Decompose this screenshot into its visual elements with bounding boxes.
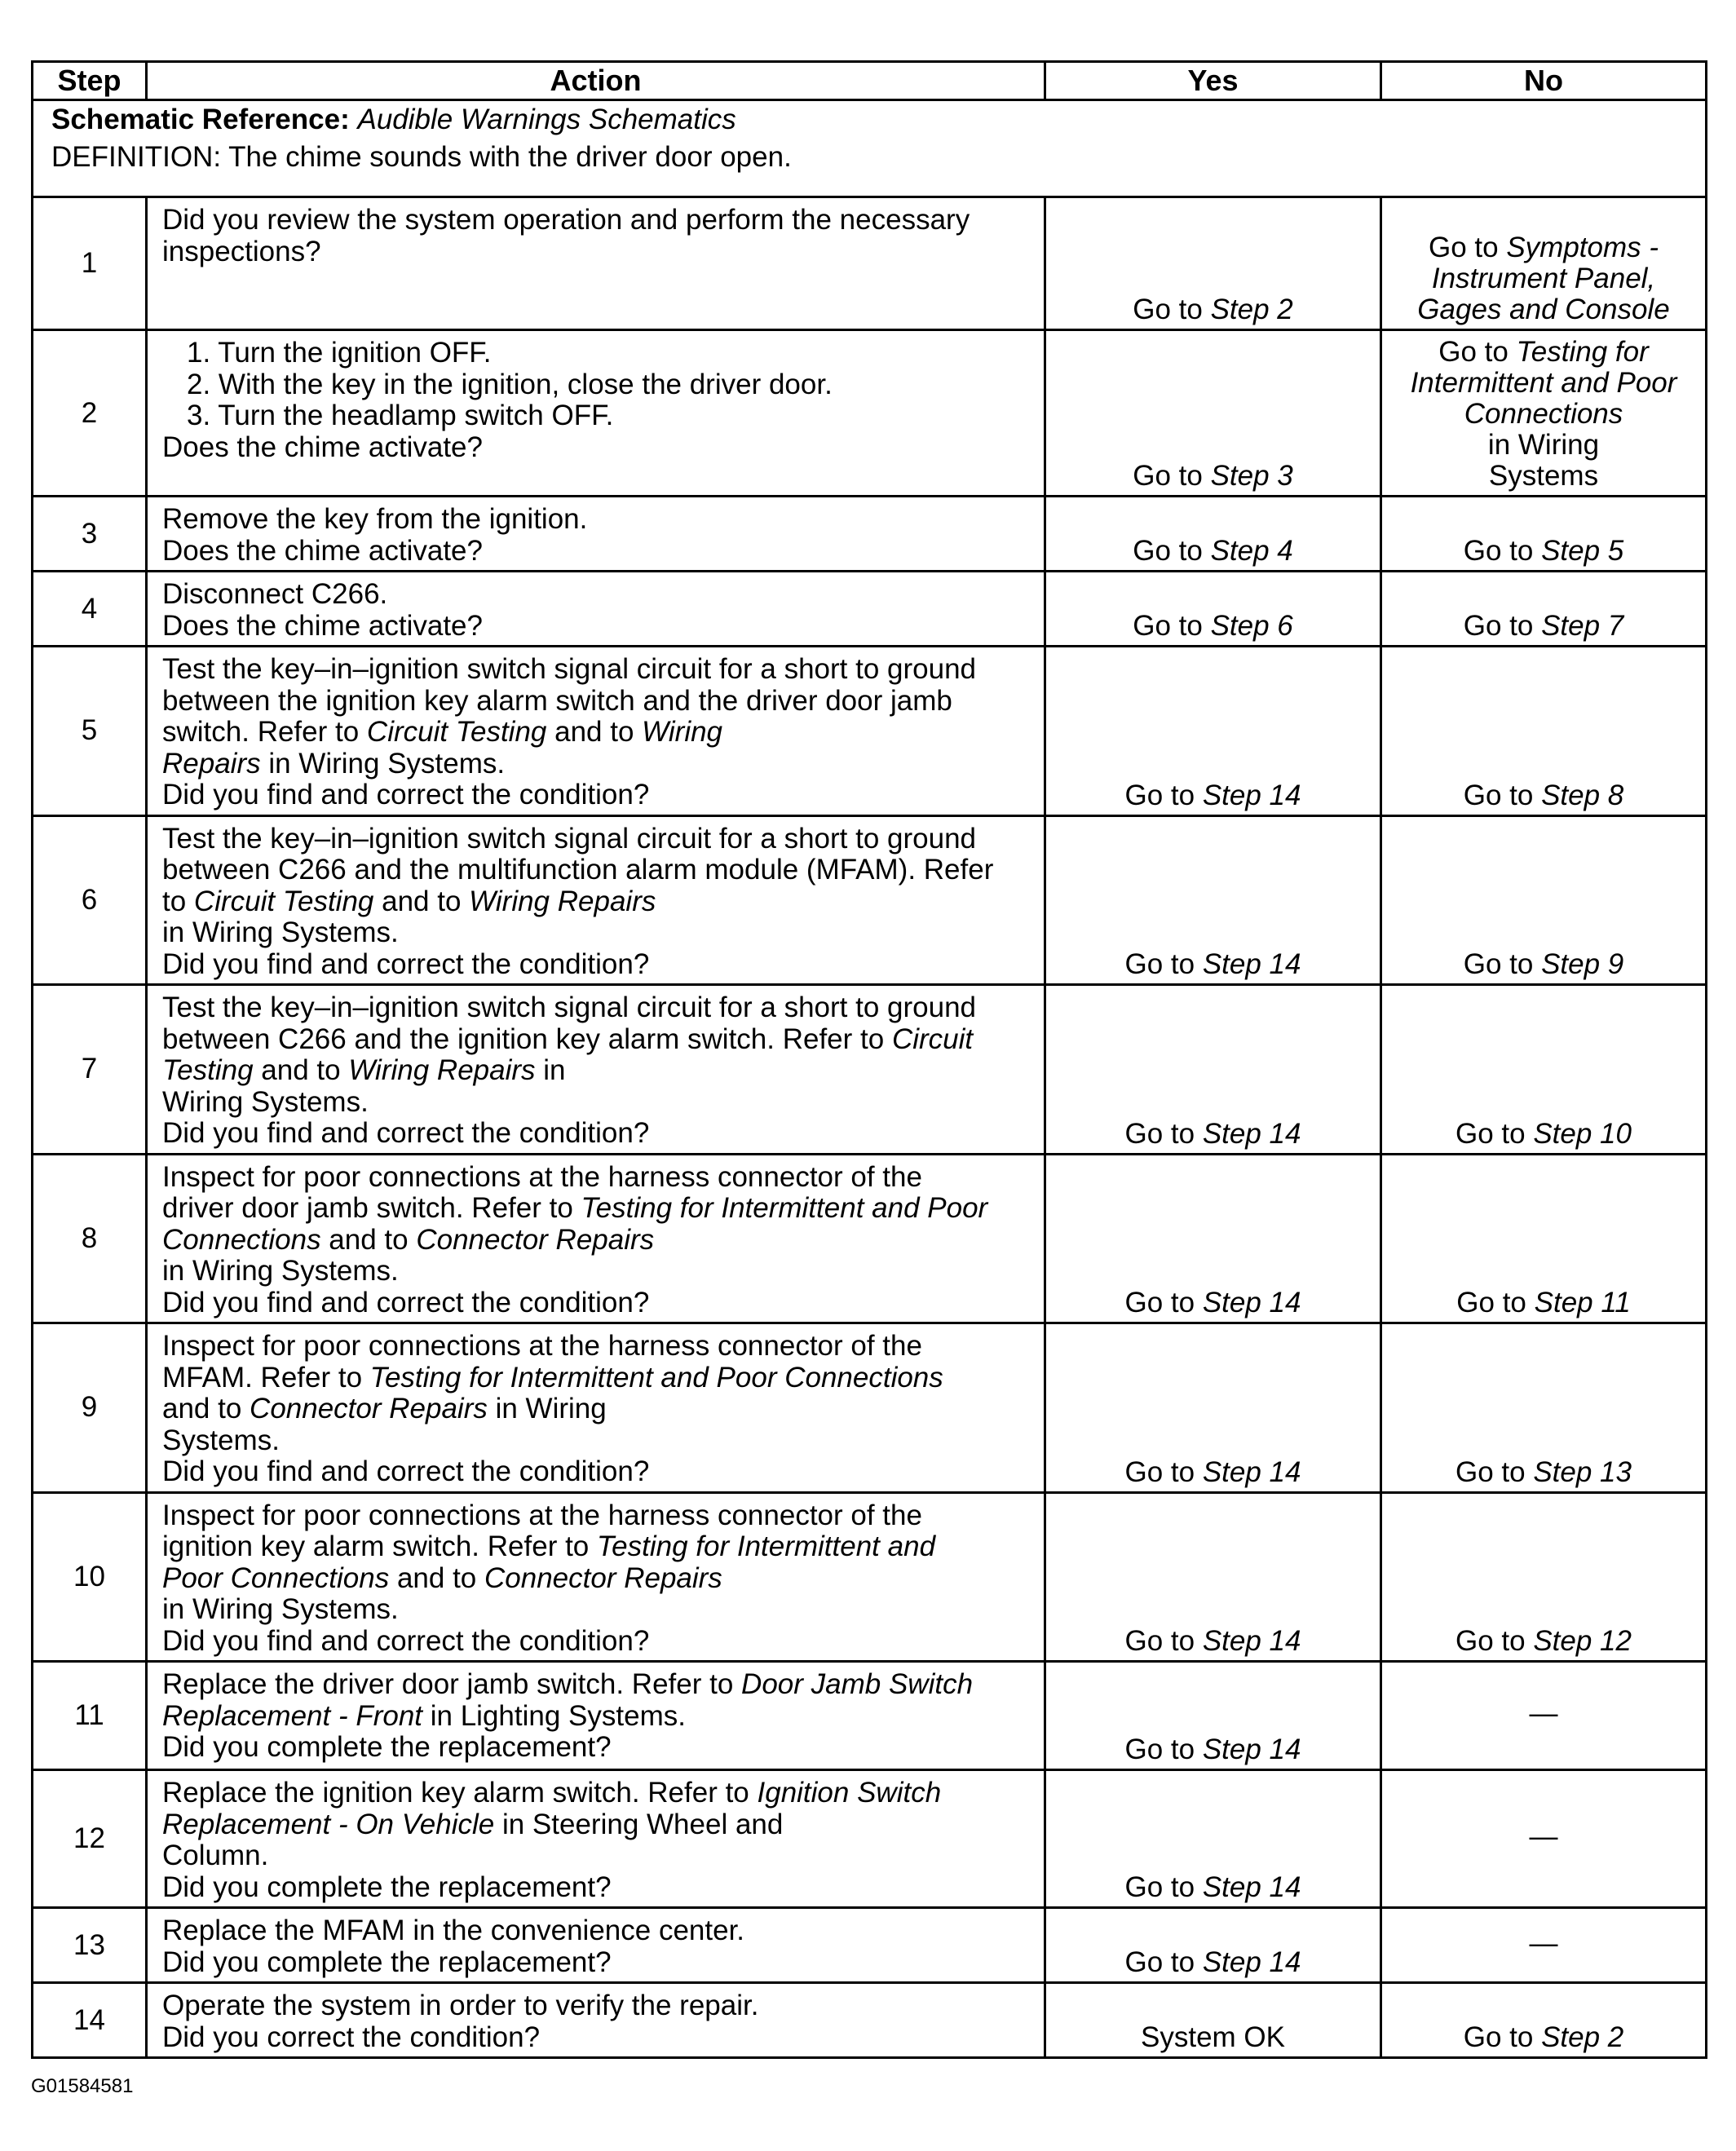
action-line: [162, 1732, 1034, 1764]
no-line: [1382, 399, 1705, 430]
step-no: —: [1381, 1908, 1707, 1983]
italic-reference: Instrument Panel,: [1431, 263, 1656, 294]
header-no: No: [1381, 62, 1707, 100]
step-yes: [1045, 197, 1381, 330]
step-no: [1381, 647, 1707, 816]
schematic-reference-value: Audible Warnings Schematics: [357, 104, 736, 135]
text-run: inspections?: [162, 235, 321, 267]
step-action: [147, 815, 1045, 985]
reference-cell: [33, 100, 1707, 197]
text-run: Go to: [1456, 1117, 1534, 1150]
action-line: [162, 579, 1034, 611]
definition: DEFINITION: The chime sounds with the driver door open.: [51, 141, 792, 173]
italic-reference: Testing for Intermittent and Poor Connections: [369, 1361, 943, 1394]
italic-reference: Connector Repairs: [416, 1223, 655, 1256]
step-action: [147, 985, 1045, 1155]
action-line: [162, 1118, 1034, 1150]
text-run: Go to: [1463, 948, 1542, 980]
text-run: Inspect for poor connections at the harness connector of the: [162, 1160, 922, 1193]
action-line: [162, 886, 1034, 918]
italic-reference: Step 11: [1534, 1287, 1631, 1318]
italic-reference: Step 10: [1533, 1117, 1632, 1150]
italic-reference: Circuit: [891, 1022, 974, 1055]
action-line: [162, 1055, 1034, 1087]
italic-reference: Ignition Switch: [757, 1777, 942, 1809]
step-action: [147, 497, 1045, 572]
step-row-2: [33, 330, 1707, 497]
step-no: [1381, 197, 1707, 330]
figure-id: G01584581: [31, 2075, 134, 2097]
step-yes: [1045, 1983, 1381, 2058]
no-line: [1382, 2022, 1705, 2053]
step-row-6: [33, 815, 1707, 985]
text-run: Did you find and correct the condition?: [162, 779, 650, 810]
header-step: Step: [33, 62, 147, 100]
text-run: in Wiring: [487, 1393, 607, 1424]
step-no: —: [1381, 1770, 1707, 1908]
italic-reference: Intermittent and Poor: [1410, 367, 1677, 399]
action-line: [162, 205, 1034, 236]
no-line: [1382, 461, 1705, 492]
italic-reference: Circuit Testing: [193, 885, 374, 917]
text-run: Did you complete the replacement?: [162, 1731, 612, 1763]
header-yes: Yes: [1045, 62, 1381, 100]
header-action: Action: [147, 62, 1045, 100]
step-yes: [1045, 1323, 1381, 1493]
italic-reference: Step 6: [1210, 610, 1293, 642]
step-no: —: [1381, 1662, 1707, 1770]
text-run: Wiring Systems.: [162, 1085, 369, 1118]
step-number: 11: [33, 1662, 147, 1770]
action-line: [162, 1363, 1034, 1394]
text-run: Go to: [1124, 1625, 1203, 1657]
text-run: Remove the key from the ignition.: [162, 503, 588, 535]
action-line: [162, 1701, 1034, 1733]
text-run: Test the key–in–ignition switch signal circuit for a short to ground: [162, 992, 977, 1023]
no-line: [1382, 430, 1705, 461]
text-run: Go to: [1463, 610, 1542, 642]
text-run: Inspect for poor connections at the harness connector of the: [162, 1330, 922, 1362]
action-list-item: 1. Turn the ignition OFF.: [187, 337, 492, 369]
step-number: 5: [33, 647, 147, 816]
text-run: Replace the MFAM in the convenience center.: [162, 1915, 745, 1946]
action-line: [162, 1626, 1034, 1658]
text-run: Go to: [1133, 460, 1211, 492]
italic-reference: Step 9: [1541, 948, 1624, 980]
step-yes: [1045, 497, 1381, 572]
step-action: [147, 1908, 1045, 1983]
no-line: [1382, 949, 1705, 980]
text-run: Did you correct the condition?: [162, 2021, 541, 2053]
step-row-4: [33, 572, 1707, 647]
action-line: [162, 1840, 1034, 1872]
text-run: ignition key alarm switch. Refer to: [162, 1530, 597, 1562]
text-run: Go to: [1124, 1734, 1203, 1765]
italic-reference: Wiring Repairs: [469, 885, 656, 917]
no-line: [1382, 368, 1705, 399]
no-line: [1382, 536, 1705, 567]
action-line: [162, 2022, 1034, 2054]
step-yes: [1045, 330, 1381, 497]
italic-reference: Step 14: [1202, 1455, 1301, 1488]
text-run: Go to: [1124, 1946, 1203, 1978]
no-line: [1382, 263, 1705, 294]
text-run: Go to: [1133, 294, 1211, 325]
step-no: [1381, 1983, 1707, 2058]
action-line: [162, 1288, 1034, 1319]
text-run: Go to: [1124, 779, 1203, 811]
action-line: [162, 1193, 1034, 1225]
text-run: Test the key–in–ignition switch signal circuit for a short to ground: [162, 822, 977, 855]
text-run: Go to: [1428, 232, 1507, 263]
italic-reference: Replacement - On Vehicle: [162, 1808, 495, 1840]
step-action: [147, 1154, 1045, 1323]
italic-reference: Step 12: [1533, 1625, 1632, 1657]
italic-reference: Repairs: [162, 747, 261, 780]
step-number: 6: [33, 815, 147, 985]
italic-reference: Step 8: [1541, 779, 1624, 811]
action-line: [162, 654, 1034, 686]
diagnostic-table: [31, 60, 1707, 2059]
text-run: Test the key–in–ignition switch signal circuit for a short to ground: [162, 653, 977, 685]
text-run: MFAM. Refer to: [162, 1361, 370, 1394]
italic-reference: Step 13: [1533, 1455, 1632, 1488]
italic-reference: Step 14: [1202, 779, 1301, 811]
italic-reference: Step 14: [1202, 1287, 1301, 1318]
italic-reference: Circuit Testing: [366, 716, 547, 748]
step-no: [1381, 1154, 1707, 1323]
step-action: [147, 330, 1045, 497]
text-run: System OK: [1141, 2021, 1285, 2053]
step-action: [147, 1323, 1045, 1493]
text-run: Does the chime activate?: [162, 609, 483, 642]
text-run: Column.: [162, 1840, 269, 1871]
step-yes: [1045, 1154, 1381, 1323]
step-no: [1381, 985, 1707, 1155]
no-line: [1382, 1119, 1705, 1150]
text-run: Does the chime activate?: [162, 534, 483, 567]
step-number: 4: [33, 572, 147, 647]
text-run: driver door jamb switch. Refer to: [162, 1192, 581, 1224]
action-line: [162, 611, 1034, 643]
step-number: 9: [33, 1323, 147, 1493]
italic-reference: Replacement - Front: [162, 1699, 423, 1732]
action-line: [162, 1500, 1034, 1532]
text-run: Go to: [1438, 336, 1517, 368]
step-number: 7: [33, 985, 147, 1155]
step-no: [1381, 815, 1707, 985]
action-line: [162, 1394, 1034, 1425]
action-line: [162, 686, 1034, 718]
table-header-row: [33, 62, 1707, 100]
action-line: [162, 749, 1034, 780]
step-yes: [1045, 985, 1381, 1155]
text-run: Does the chime activate?: [162, 431, 483, 463]
step-number: 8: [33, 1154, 147, 1323]
italic-reference: Step 14: [1202, 948, 1301, 980]
text-run: Go to: [1463, 2021, 1542, 2053]
text-run: in Wiring Systems.: [162, 1593, 399, 1625]
step-yes: [1045, 815, 1381, 985]
step-number: 14: [33, 1983, 147, 2058]
text-run: Replace the driver door jamb switch. Refer to: [162, 1668, 742, 1700]
action-line: [162, 1087, 1034, 1119]
action-line: [162, 1669, 1034, 1701]
step-no: [1381, 497, 1707, 572]
text-run: in Lighting Systems.: [422, 1699, 686, 1732]
text-run: and to: [320, 1223, 417, 1256]
text-run: Go to: [1133, 610, 1211, 642]
step-action: [147, 197, 1045, 330]
no-line: [1382, 780, 1705, 811]
action-line: [162, 1594, 1034, 1626]
no-line: [1382, 1457, 1705, 1488]
text-run: and to: [162, 1393, 250, 1424]
italic-reference: Testing for Intermittent and: [596, 1530, 936, 1562]
step-action: [147, 647, 1045, 816]
step-yes: [1045, 572, 1381, 647]
text-run: Did you find and correct the condition?: [162, 1624, 650, 1657]
text-run: Disconnect C266.: [162, 578, 388, 610]
text-run: in: [535, 1054, 566, 1086]
action-line: [162, 432, 1034, 464]
text-run: Go to: [1456, 1625, 1534, 1657]
text-run: Go to: [1133, 535, 1211, 567]
step-number: 1: [33, 197, 147, 330]
italic-reference: Step 7: [1541, 610, 1624, 642]
text-run: Did you review the system operation and perform the necessary: [162, 204, 970, 236]
italic-reference: Wiring: [642, 716, 723, 748]
step-number: 12: [33, 1770, 147, 1908]
italic-reference: Step 14: [1202, 1625, 1301, 1657]
step-yes: [1045, 1908, 1381, 1983]
action-line: [162, 992, 1034, 1024]
text-run: to: [162, 885, 194, 917]
step-no: [1381, 1323, 1707, 1493]
italic-reference: Connections: [1464, 398, 1623, 430]
step-action: [147, 1770, 1045, 1908]
text-run: and to: [373, 885, 470, 917]
schematic-reference: [51, 101, 1705, 139]
step-yes: [1045, 1770, 1381, 1908]
action-line: [162, 855, 1034, 886]
action-line: [162, 1990, 1034, 2022]
text-run: Did you find and correct the condition?: [162, 1286, 650, 1318]
text-run: in Steering Wheel and: [494, 1808, 784, 1840]
step-number: 13: [33, 1908, 147, 1983]
italic-reference: Door Jamb Switch: [741, 1668, 974, 1700]
no-line: [1382, 1288, 1705, 1318]
step-row-9: [33, 1323, 1707, 1493]
action-line: [162, 1256, 1034, 1288]
italic-reference: Connections: [162, 1223, 321, 1256]
action-line: [162, 1331, 1034, 1363]
schematic-reference-label: Schematic Reference:: [51, 104, 350, 135]
italic-reference: Gages and Console: [1417, 294, 1670, 325]
text-run: Go to: [1124, 1871, 1203, 1903]
text-run: Did you complete the replacement?: [162, 1871, 612, 1903]
action-line: [162, 1531, 1034, 1563]
italic-reference: Step 4: [1210, 535, 1293, 567]
text-run: Inspect for poor connections at the harness connector of the: [162, 1499, 922, 1531]
action-line: [162, 1425, 1034, 1457]
text-run: Go to: [1456, 1455, 1534, 1488]
step-yes: [1045, 1662, 1381, 1770]
text-run: Go to: [1124, 1455, 1203, 1488]
no-line: [1382, 232, 1705, 263]
italic-reference: Step 5: [1541, 535, 1624, 567]
step-number: 2: [33, 330, 147, 497]
step-row-7: [33, 985, 1707, 1155]
text-run: between C266 and the multifunction alarm module (MFAM). Refer: [162, 854, 994, 886]
text-run: in Wiring Systems.: [162, 1255, 399, 1287]
step-row-5: [33, 647, 1707, 816]
action-list-item: 2. With the key in the ignition, close the driver door.: [187, 368, 833, 400]
step-action: [147, 1492, 1045, 1662]
step-number: 3: [33, 497, 147, 572]
italic-reference: Connector Repairs: [484, 1561, 722, 1594]
action-list-item: 3. Turn the headlamp switch OFF.: [187, 400, 614, 431]
text-run: Go to: [1463, 535, 1542, 567]
step-action: [147, 1983, 1045, 2058]
text-run: Did you complete the replacement?: [162, 1946, 612, 1978]
text-run: between the ignition key alarm switch and the driver door jamb: [162, 684, 952, 717]
step-row-14: [33, 1983, 1707, 2058]
step-action: [147, 572, 1045, 647]
action-line: [162, 1162, 1034, 1194]
text-run: and to: [389, 1561, 484, 1594]
action-line: [162, 1778, 1034, 1809]
text-run: Go to: [1124, 1287, 1203, 1318]
text-run: Did you find and correct the condition?: [162, 1117, 650, 1149]
italic-reference: Step 2: [1210, 294, 1293, 325]
step-no: [1381, 330, 1707, 497]
step-row-11: [33, 1662, 1707, 1770]
text-run: between C266 and the ignition key alarm switch. Refer to: [162, 1022, 892, 1055]
action-line: [162, 949, 1034, 981]
step-row-8: [33, 1154, 1707, 1323]
no-line: [1382, 1626, 1705, 1657]
step-row-1: [33, 197, 1707, 330]
text-run: in Wiring Systems.: [162, 916, 399, 948]
text-run: and to: [253, 1054, 349, 1086]
text-run: Did you find and correct the condition?: [162, 1455, 650, 1487]
text-run: in Wiring Systems.: [260, 747, 506, 780]
text-run: in Wiring: [1487, 429, 1600, 461]
italic-reference: Connector Repairs: [250, 1393, 488, 1424]
action-line: [162, 780, 1034, 811]
italic-reference: Step 2: [1541, 2021, 1624, 2053]
step-yes: [1045, 1492, 1381, 1662]
step-row-13: [33, 1908, 1707, 1983]
italic-reference: Step 14: [1202, 1734, 1301, 1765]
text-run: Go to: [1463, 779, 1542, 811]
text-run: Go to: [1456, 1287, 1535, 1318]
step-no: [1381, 572, 1707, 647]
action-line: [162, 917, 1034, 949]
text-run: Operate the system in order to verify the repair.: [162, 1990, 759, 2021]
italic-reference: Testing for: [1516, 336, 1649, 368]
text-run: Systems.: [162, 1424, 280, 1456]
action-line: [162, 1915, 1034, 1947]
action-line: [162, 1872, 1034, 1904]
step-row-10: [33, 1492, 1707, 1662]
action-line: [162, 1947, 1034, 1979]
italic-reference: Testing: [162, 1054, 254, 1086]
no-line: [1382, 611, 1705, 642]
step-number: 10: [33, 1492, 147, 1662]
action-line: [162, 1225, 1034, 1257]
action-line: [162, 504, 1034, 536]
reference-row: [33, 100, 1707, 197]
action-line: [162, 1024, 1034, 1056]
action-line: [162, 1563, 1034, 1595]
italic-reference: Symptoms -: [1506, 232, 1659, 263]
italic-reference: Poor Connections: [162, 1561, 390, 1594]
action-line: [162, 717, 1034, 749]
italic-reference: Step 3: [1210, 460, 1293, 492]
text-run: switch. Refer to: [162, 716, 367, 748]
step-action: [147, 1662, 1045, 1770]
italic-reference: Step 14: [1202, 1871, 1301, 1903]
italic-reference: Wiring Repairs: [348, 1054, 536, 1086]
action-line: [162, 824, 1034, 855]
action-line: [162, 536, 1034, 568]
no-line: [1382, 337, 1705, 368]
text-run: and to: [546, 716, 643, 748]
text-run: Did you find and correct the condition?: [162, 947, 650, 980]
text-run: Systems: [1488, 460, 1599, 492]
italic-reference: Step 14: [1202, 1946, 1301, 1978]
text-run: Go to: [1124, 948, 1203, 980]
text-run: Go to: [1124, 1117, 1203, 1150]
action-line: [162, 236, 1034, 268]
step-yes: [1045, 647, 1381, 816]
action-line: [162, 1809, 1034, 1841]
action-line: [162, 1456, 1034, 1488]
italic-reference: Step 14: [1202, 1117, 1301, 1150]
step-row-3: [33, 497, 1707, 572]
no-line: [1382, 294, 1705, 325]
italic-reference: Testing for Intermittent and Poor: [581, 1192, 988, 1224]
text-run: Replace the ignition key alarm switch. Refer to: [162, 1777, 758, 1809]
step-row-12: [33, 1770, 1707, 1908]
step-no: [1381, 1492, 1707, 1662]
